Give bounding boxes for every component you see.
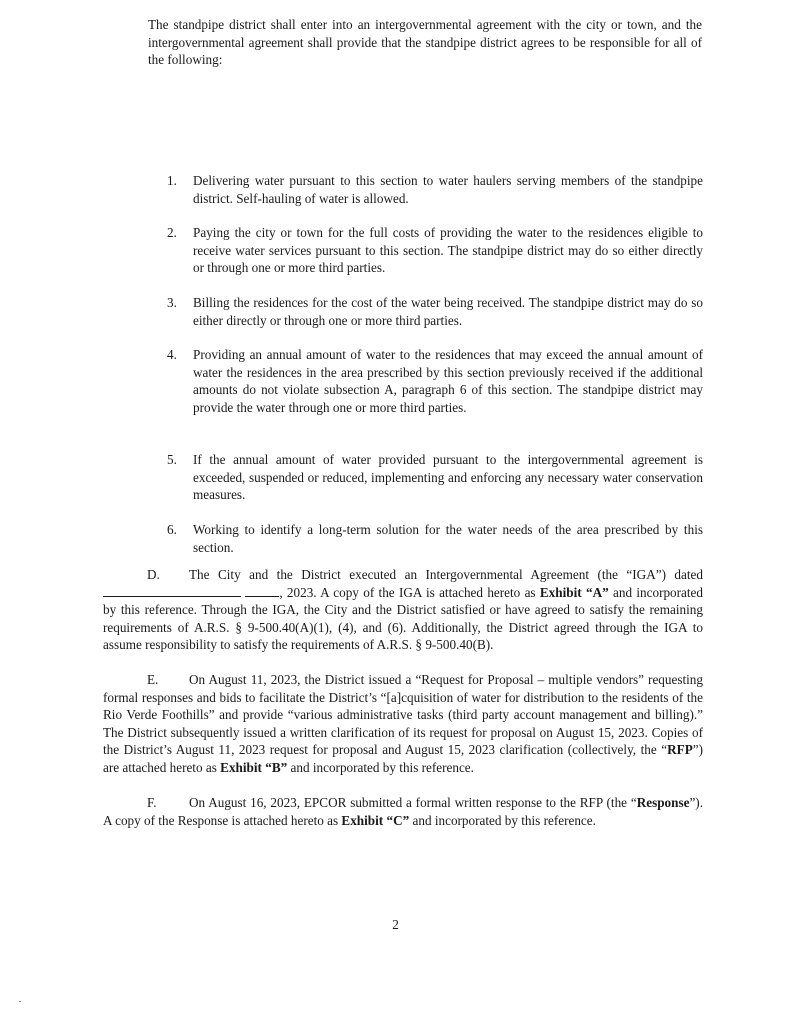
paragraph-text: On August 16, 2023, EPCOR submitted a formal written response to the RFP (the “ xyxy=(189,795,637,810)
paragraph-text: ”). A copy of the Response is attached hereto as xyxy=(103,795,703,828)
list-item-3 xyxy=(167,294,703,329)
paragraph-text: ”) are attached hereto as xyxy=(103,742,703,775)
paragraph-f xyxy=(103,794,703,829)
paragraph-text: The City and the District executed an Intergovernmental Agreement (the “IGA”) dated xyxy=(189,567,703,582)
list-item-2 xyxy=(167,224,703,277)
paragraph-letter: E. xyxy=(147,672,159,687)
list-text: Working to identify a long-term solution for the water needs of the area prescribed by this section. xyxy=(193,522,703,555)
date-blank-line-2 xyxy=(245,585,279,597)
paragraph-text: On August 11, 2023, the District issued a “Request for Proposal – multiple vendors” requesting formal responses and bids to facilitate the District’s “[a]cquisition of water for distribution to the residents of the Rio Verde Foothills” and provide “various administrative tasks (third party account management and billing).” The District subsequently issued a written clarification of its request for proposal on August 15, 2023. Copies of the District’s August 11, 2023 request for proposal and August 15, 2023 clarification (collectively, the “ xyxy=(103,672,703,758)
paragraph-text: and incorporated by this reference. Through the IGA, the City and the District satisfied or have agreed to satisfy the remaining requirements of A.R.S. § 9-500.40(A)(1), (4), and (6). Additionally, the District agreed through the IGA to assume responsibility to satisfy the requirements of A.R.S. § 9-500.40(B). xyxy=(103,584,704,653)
list-text: If the annual amount of water provided pursuant to the intergovernmental agreement is exceeded, suspended or reduced, implementing and enforcing any necessary water conservation measures. xyxy=(193,452,703,503)
paragraph-text: , 2023. A copy of the IGA is attached hereto as xyxy=(279,584,536,600)
list-item-4 xyxy=(167,346,703,416)
list-item-5 xyxy=(167,451,703,504)
exhibit-b-label: Exhibit “B” xyxy=(220,759,288,775)
list-number: 6. xyxy=(167,522,177,537)
paragraph-letter: F. xyxy=(147,795,157,810)
list-item-1 xyxy=(167,172,703,207)
list-text: Delivering water pursuant to this section to water haulers serving members of the standpipe district. Self-hauling of water is allowed. xyxy=(193,173,703,206)
paragraph-text: and incorporated by this reference. xyxy=(412,812,596,828)
page-number: 2 xyxy=(392,917,399,932)
exhibit-a-label: Exhibit “A” xyxy=(539,584,609,600)
rfp-term: RFP xyxy=(667,742,693,758)
list-number: 3. xyxy=(167,295,177,310)
paragraph-text: and incorporated by this reference. xyxy=(290,759,474,775)
list-number: 4. xyxy=(167,347,177,362)
list-number: 5. xyxy=(167,452,177,467)
list-number: 1. xyxy=(167,173,177,188)
list-number: 2. xyxy=(167,225,177,240)
paragraph-letter: D. xyxy=(147,567,160,582)
paragraph-e xyxy=(103,671,703,777)
scan-artifact xyxy=(19,1001,21,1002)
paragraph-d xyxy=(103,566,703,654)
exhibit-c-label: Exhibit “C” xyxy=(341,812,410,828)
list-text: Providing an annual amount of water to the residences that may exceed the annual amount of water the residences in the area prescribed by this section previously received if the additional amounts do not violate subsection A, paragraph 6 of this section. The standpipe district may provide the water through one or more third parties. xyxy=(193,347,703,415)
intro-paragraph: The standpipe district shall enter into an intergovernmental agreement with the city or town, and the intergovernmental agreement shall provide that the standpipe district agrees to be responsible for all of the following: xyxy=(148,17,702,68)
list-text: Billing the residences for the cost of the water being received. The standpipe district may do so either directly or through one or more third parties. xyxy=(193,295,703,328)
date-blank-line xyxy=(103,585,241,597)
response-term: Response xyxy=(636,795,690,810)
list-text: Paying the city or town for the full costs of providing the water to the residences eligible to receive water services pursuant to this section. The standpipe district may do so either directly or through one or more third parties. xyxy=(193,225,703,276)
list-item-6 xyxy=(167,521,703,556)
